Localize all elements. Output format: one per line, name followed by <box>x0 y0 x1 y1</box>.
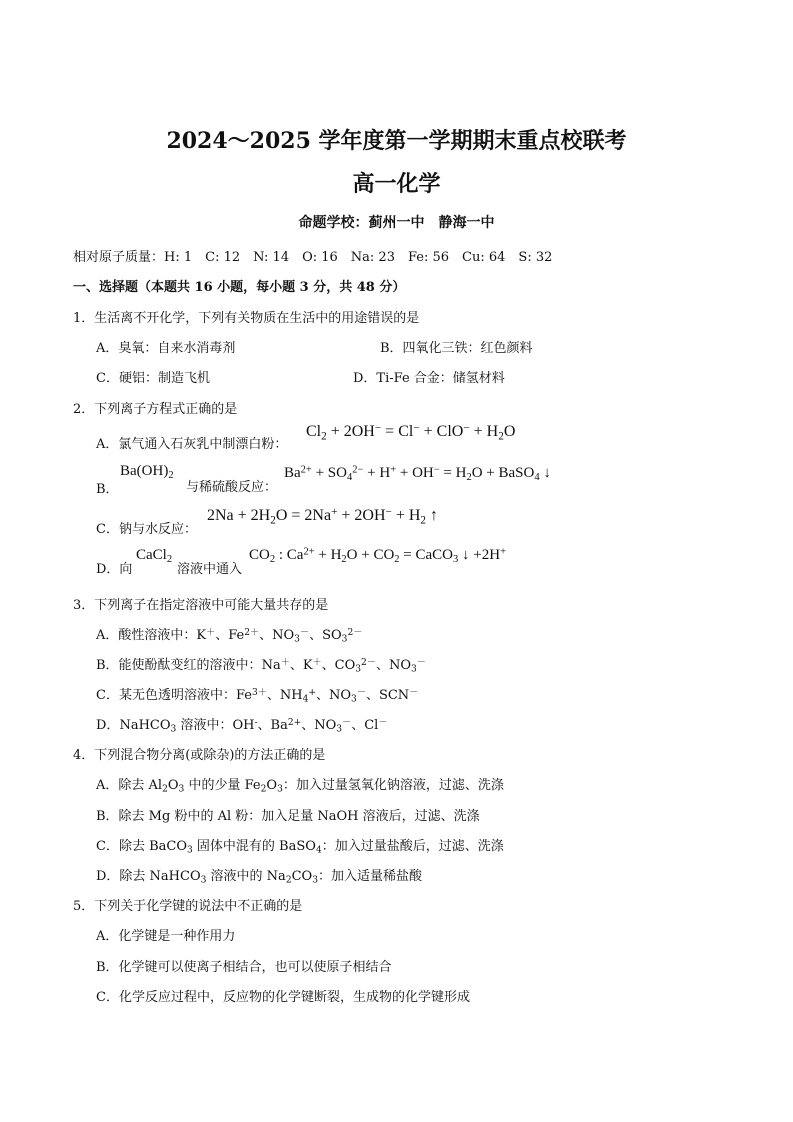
q2-option-a-equation: $Cl_2 + 2OH^- = Cl^- + ClO^- + H_2O$ <box>306 421 516 443</box>
q2-option-b-suffix: 与稀硫酸反应： <box>186 480 278 495</box>
q3-option-c: C．某无色透明溶液中：$Fe^{3+}$、$NH_4^+$、$NO_3^-$、SCN－ <box>96 687 419 705</box>
q1-option-d: D．Ti-Fe 合金：储氢材料 <box>353 371 505 386</box>
q2-option-b-label: B． <box>96 482 119 497</box>
q2-option-d-solute: CaCl$_2$ <box>136 547 173 566</box>
q1-option-c: C．硬铝：制造飞机 <box>96 371 210 386</box>
q4-stem: 4．下列混合物分离(或除杂)的方法正确的是 <box>73 748 326 763</box>
q2-option-b-reactant: $Ba(OH)_2$ <box>120 463 174 482</box>
q2-option-b-equation: $Ba^{2+} + SO_4^{2-} + H^+ + OH^- = H_2O$ + BaSO$_4$ ↓ <box>284 464 551 484</box>
q2-option-c-prefix: C．钠与水反应： <box>96 522 197 537</box>
section-heading: 一、选择题（本题共 16 小题，每小题 3 分，共 48 分） <box>73 280 406 295</box>
q3-stem: 3．下列离子在指定溶液中可能大量共存的是 <box>73 598 329 613</box>
q5-option-a: A．化学键是一种作用力 <box>96 929 236 944</box>
q2-option-a-prefix: A．氯气通入石灰乳中制漂白粉： <box>96 437 288 452</box>
gas-arrow-icon: ↑ <box>430 507 438 524</box>
q3-option-a: A．酸性溶液中：K＋、$Fe^{2+}$、$NO_3^-$、$SO_3^{2-}$ <box>96 627 363 645</box>
precipitate-arrow-icon: ↓ <box>543 465 551 481</box>
q2-stem: 2．下列离子方程式正确的是 <box>73 402 238 417</box>
q3-option-d: D．NaHCO$_3$ 溶液中：OH-、$Ba^{2+}$、$NO_3^-$、Cl－ <box>96 717 388 735</box>
q2-option-d-equation: $CO_2$ : $Ca^{2+} + H_2O + CO_2$ = CaCO$_3$ ↓ +2H+ <box>249 546 506 566</box>
exam-title: 2024～2025 学年度第一学期期末重点校联考 <box>166 128 627 154</box>
q2-option-d-mid: 溶液中通入 <box>177 562 243 577</box>
q2-option-d-label: D．向 <box>96 562 133 577</box>
subject-title: 高一化学 <box>352 171 441 197</box>
proposing-schools: 命题学校：蓟州一中 静海一中 <box>298 215 495 231</box>
q5-option-c: C．化学反应过程中，反应物的化学键断裂，生成物的化学键形成 <box>96 990 470 1005</box>
q5-option-b: B．化学键可以使离子相结合，也可以使原子相结合 <box>96 960 392 975</box>
q2-option-c-equation: $2Na + 2H_2O = 2Na^+ + 2OH^- + H_2$ ↑ <box>207 505 438 527</box>
q4-option-c: C．除去 BaCO$_3$ 固体中混有的 BaSO$_4$：加入过量盐酸后，过滤、洗涤 <box>96 839 504 856</box>
q1-option-b: B．四氧化三铁：红色颜料 <box>380 341 533 356</box>
q4-option-b: B．除去 Mg 粉中的 Al 粉：加入足量 NaOH 溶液后，过滤、洗涤 <box>96 809 480 824</box>
precipitate-arrow-icon: ↓ <box>462 547 470 563</box>
q4-option-a: A．除去 $Al_2O_3$ 中的少量 $Fe_2O_3$：加入过量氢氧化钠溶液，过滤、洗涤 <box>96 778 504 795</box>
q4-option-d: D．除去 NaHCO$_3$ 溶液中的 $Na_2CO_3$：加入适量稀盐酸 <box>96 869 423 886</box>
q1-stem: 1．生活离不开化学，下列有关物质在生活中的用途错误的是 <box>73 311 420 326</box>
q5-stem: 5．下列关于化学键的说法中不正确的是 <box>73 899 303 914</box>
q3-option-b: B．能使酚酞变红的溶液中：Na＋、K＋、$CO_3^{2-}$、$NO_3^-$ <box>96 657 426 675</box>
q1-option-a: A．臭氧：自来水消毒剂 <box>96 341 236 356</box>
atomic-masses: 相对原子质量：H: 1 C: 12 N: 14 O: 16 Na: 23 Fe: 56 Cu: 64 S: 32 <box>73 250 553 265</box>
